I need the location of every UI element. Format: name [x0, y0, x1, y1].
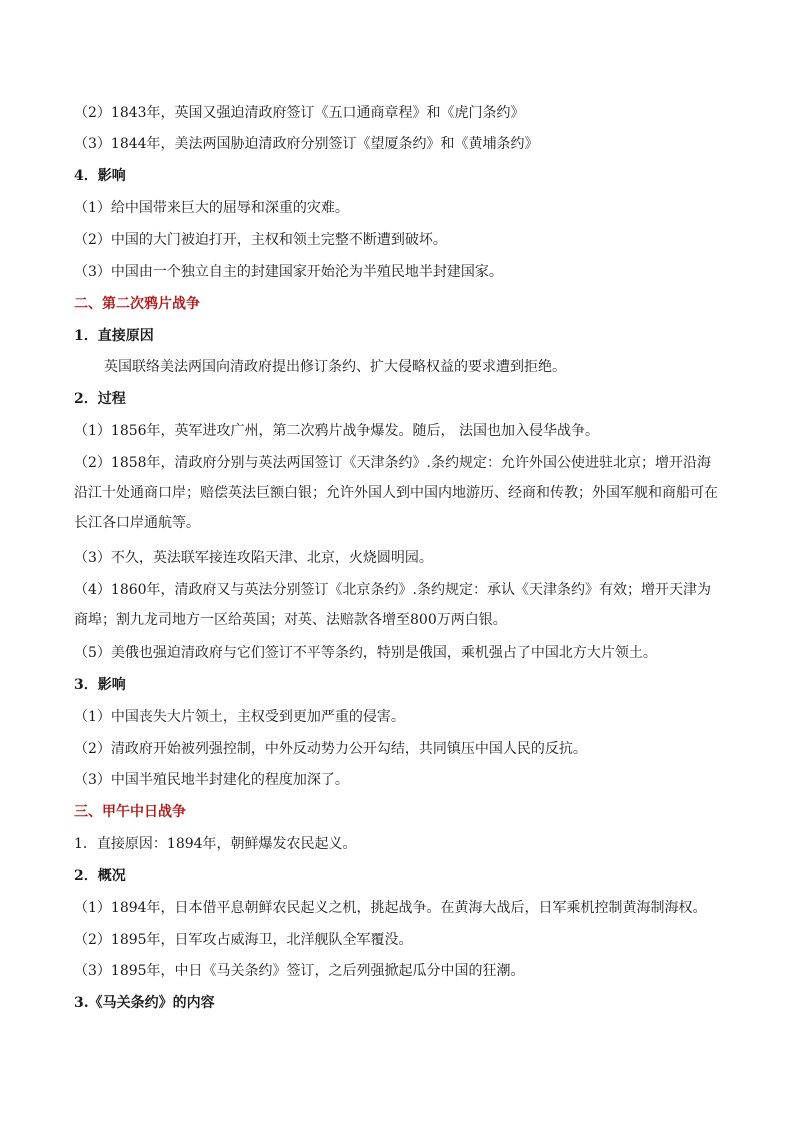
section-heading-second-opium-war: 二、第二次鸦片战争 — [74, 296, 200, 312]
paragraph-overview-1: （1）1894年，日本借平息朝鲜农民起义之机，挑起战争。在黄海大战后，日军乘机控制黄海制海权。 — [74, 900, 707, 916]
subheading-direct-cause: 1．直接原因 — [74, 328, 154, 344]
subheading-shimonoseki-content: 3.《马关条约》的内容 — [74, 995, 215, 1011]
paragraph-direct-cause: 英国联络美法两国向清政府提出修订条约、扩大侵略权益的要求遭到拒绝。 — [104, 359, 566, 375]
paragraph-direct-cause-1894: 1．直接原因：1894年，朝鲜爆发农民起义。 — [74, 836, 357, 852]
subheading-influence-2: 3．影响 — [74, 677, 126, 693]
paragraph-influence2-1: （1）中国丧失大片领土，主权受到更加严重的侵害。 — [74, 709, 405, 725]
paragraph-process-1: （1）1856年，英军进攻广州，第二次鸦片战争爆发。随后， 法国也加入侵华战争。 — [74, 423, 599, 439]
paragraph-influence-3: （3）中国由一个独立自主的封建国家开始沦为半殖民地半封建国家。 — [74, 264, 503, 280]
paragraph-influence2-3: （3）中国半殖民地半封建化的程度加深了。 — [74, 772, 349, 788]
paragraph-1843-treaties: （2）1843年，英国又强迫清政府签订《五口通商章程》和《虎门条约》 — [74, 105, 525, 121]
section-heading-sino-japanese-war: 三、甲午中日战争 — [74, 804, 186, 820]
paragraph-influence2-2: （2）清政府开始被列强控制，中外反动势力公开勾结，共同镇压中国人民的反抗。 — [74, 741, 587, 757]
subheading-process: 2．过程 — [74, 391, 126, 407]
subheading-overview: 2．概况 — [74, 868, 126, 884]
paragraph-overview-2: （2）1895年，日军攻占威海卫，北洋舰队全军覆没。 — [74, 932, 413, 948]
paragraph-process-4: （4）1860年，清政府又与英法分别签订《北京条约》.条约规定：承认《天津条约》有效；增开天津为商埠；割九龙司地方一区给英国；对英、法赔款各增至800万两白银。 — [74, 582, 711, 628]
paragraph-1844-treaties: （3）1844年，美法两国胁迫清政府分别签订《望厦条约》和《黄埔条约》 — [74, 136, 539, 152]
paragraph-process-2: （2）1858年，清政府分别与英法两国签订《天津条约》.条约规定：允许外国公使进驻北京；增开沿海沿江十处通商口岸；赔偿英法巨额白银；允许外国人到中国内地游历、经商和传教；外国军舰和商船可在长江各口岸通航等。 — [74, 455, 718, 531]
subheading-influence: 4．影响 — [74, 168, 126, 184]
paragraph-process-5: （5）美俄也强迫清政府与它们签订不平等条约，特别是俄国，乘机强占了中国北方大片领土。 — [74, 645, 657, 661]
paragraph-process-3: （3）不久，英法联军接连攻陷天津、北京，火烧圆明园。 — [74, 550, 433, 566]
paragraph-influence-1: （1）给中国带来巨大的屈辱和深重的灾难。 — [74, 200, 349, 216]
paragraph-influence-2: （2）中国的大门被迫打开，主权和领土完整不断遭到破坏。 — [74, 232, 447, 248]
paragraph-overview-3: （3）1895年，中日《马关条约》签订，之后列强掀起瓜分中国的狂潮。 — [74, 963, 525, 979]
